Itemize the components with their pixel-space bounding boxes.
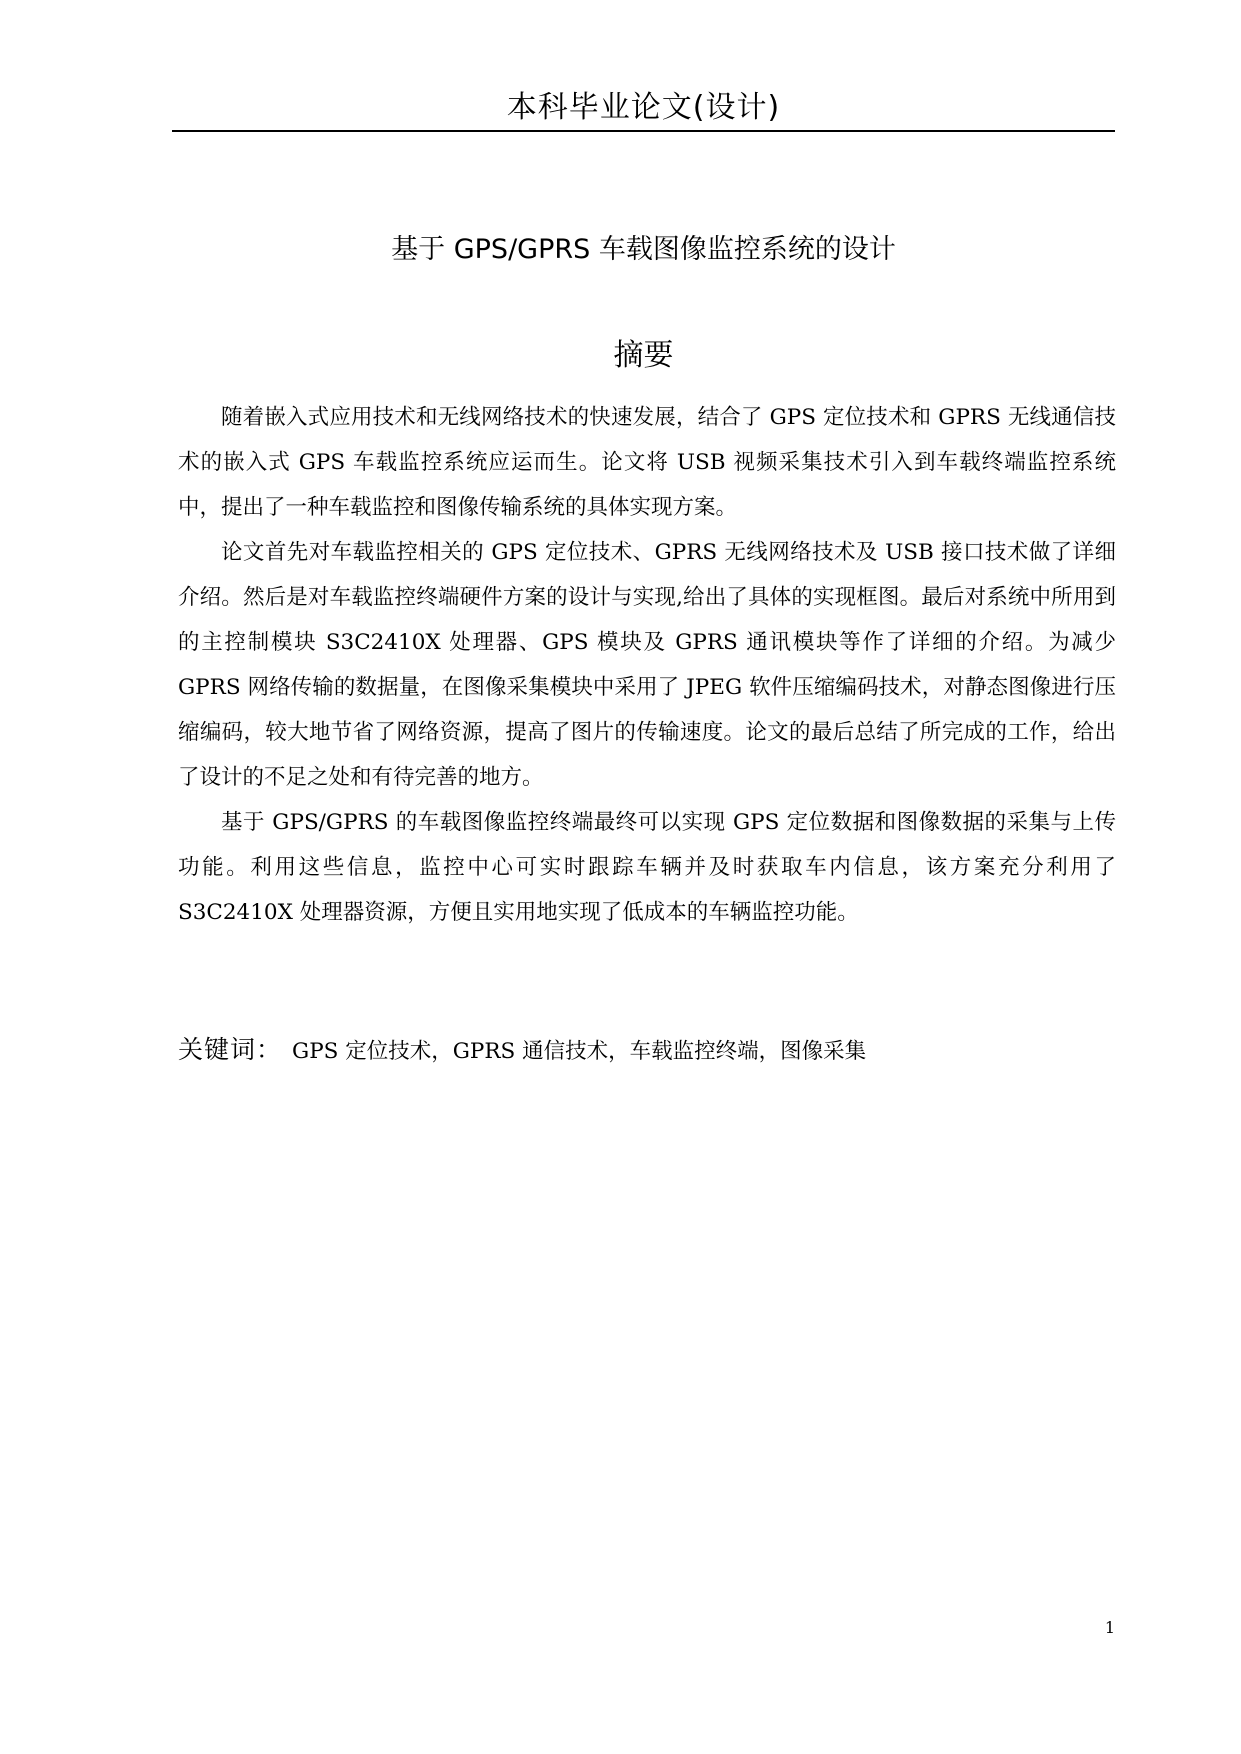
header-rule xyxy=(172,130,1115,132)
running-header: 本科毕业论文(设计) xyxy=(506,90,781,125)
abstract-heading: 摘要 xyxy=(613,338,674,373)
abstract-paragraph-1: 随着嵌入式应用技术和无线网络技术的快速发展，结合了 GPS 定位技术和 GPRS 无线通信技术的嵌入式 GPS 车载监控系统应运而生。论文将 USB 视频采集技术引入到车载终端监控系统中，提出了一种车载监控和图像传输系统的具体实现方案。 xyxy=(178,405,1116,520)
abstract-paragraph-2: 论文首先对车载监控相关的 GPS 定位技术、GPRS 无线网络技术及 USB 接口技术做了详细介绍。然后是对车载监控终端硬件方案的设计与实现,给出了具体的实现框图。最后对系统中所用到的主控制模块 S3C2410X 处理器、GPS 模块及 GPRS 通讯模块等作了详细的介绍。为减少 GPRS 网络传输的数据量，在图像采集模块中采用了 JPEG 软件压缩编码技术，对静态图像进行压缩编码，较大地节省了网络资源，提高了图片的传输速度。论文的最后总结了所完成的工作，给出了设计的不足之处和有待完善的地方。 xyxy=(178,540,1116,790)
page-number: 1 xyxy=(1104,1618,1115,1637)
abstract-paragraph-3: 基于 GPS/GPRS 的车载图像监控终端最终可以实现 GPS 定位数据和图像数据的采集与上传功能。利用这些信息，监控中心可实时跟踪车辆并及时获取车内信息，该方案充分利用了 S3C2410X 处理器资源，方便且实用地实现了低成本的车辆监控功能。 xyxy=(178,810,1116,925)
abstract-body xyxy=(178,395,1116,935)
keywords-line xyxy=(178,1030,1116,1073)
keywords-label: 关键词： xyxy=(178,1035,283,1064)
thesis-title: 基于 GPS/GPRS 车载图像监控系统的设计 xyxy=(391,234,896,265)
keywords-text: GPS 定位技术，GPRS 通信技术，车载监控终端，图像采集 xyxy=(292,1039,867,1064)
